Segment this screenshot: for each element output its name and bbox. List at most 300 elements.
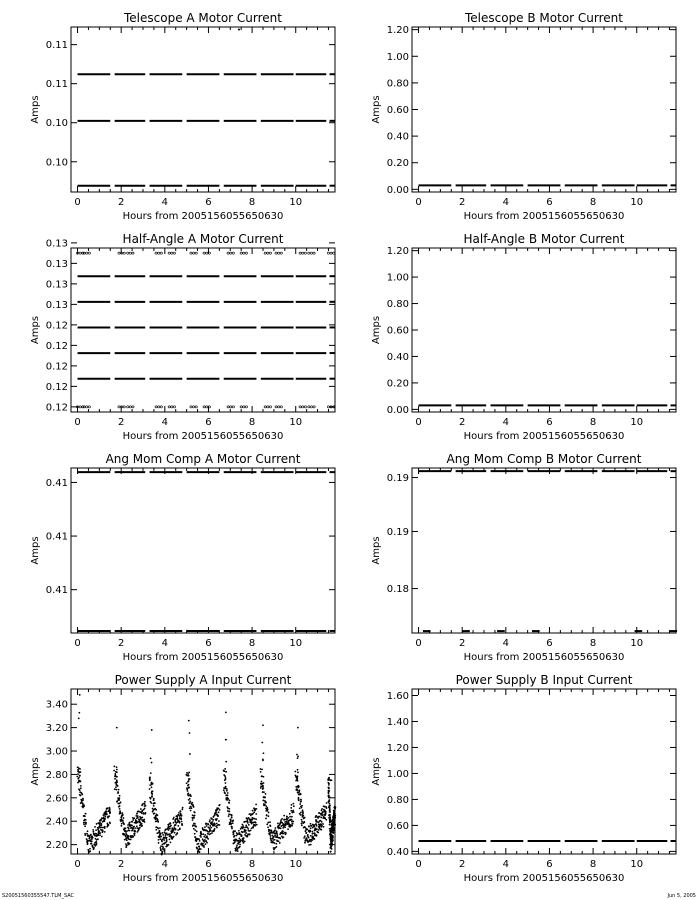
data-point: [92, 831, 94, 833]
data-point: [118, 406, 120, 408]
data-point: [334, 810, 336, 812]
data-point: [144, 821, 146, 823]
data-point: [216, 823, 218, 825]
data-point: [203, 836, 205, 838]
y-tick-label: 3.40: [45, 699, 68, 711]
data-point: [301, 819, 303, 821]
data-point: [175, 818, 177, 820]
data-point: [171, 406, 173, 408]
data-point: [149, 784, 151, 786]
data-point: [151, 762, 153, 764]
data-point: [140, 808, 142, 810]
data-point: [329, 815, 331, 817]
y-tick-label: 0.12: [45, 381, 68, 393]
y-tick-label: 0.13: [45, 258, 68, 270]
data-point: [190, 795, 192, 797]
data-point: [153, 805, 155, 807]
data-point: [84, 815, 86, 817]
data-point: [281, 818, 283, 820]
data-point: [245, 406, 247, 408]
data-point: [316, 828, 318, 830]
data-point: [321, 825, 323, 827]
data-point: [204, 826, 206, 828]
data-point: [300, 811, 302, 813]
data-point: [83, 804, 85, 806]
data-point: [293, 811, 295, 813]
data-point: [245, 830, 247, 832]
plot-title: Power Supply B Input Current: [455, 673, 633, 687]
y-axis-label: Amps: [30, 536, 41, 565]
data-point: [310, 252, 312, 254]
data-point: [262, 785, 264, 787]
data-point: [168, 844, 170, 846]
data-point: [173, 252, 175, 254]
data-point: [218, 811, 220, 813]
data-point: [171, 835, 173, 837]
data-point: [87, 834, 89, 836]
plot-title: Ang Mom Comp A Motor Current: [105, 452, 301, 466]
data-point: [247, 835, 249, 837]
data-point: [109, 812, 111, 814]
data-point: [207, 830, 209, 832]
data-point: [151, 786, 153, 788]
data-point: [80, 781, 82, 783]
data-point: [333, 830, 335, 832]
data-point: [127, 252, 129, 254]
footer-filename: S20051560355547.TLM_SAC: [2, 893, 75, 899]
data-point: [158, 406, 160, 408]
data-point: [333, 827, 335, 829]
data-point: [108, 815, 110, 817]
data-point: [203, 252, 205, 254]
data-point: [247, 826, 249, 828]
data-point: [261, 781, 263, 783]
data-point: [115, 786, 117, 788]
data-point: [317, 832, 319, 834]
y-tick-label: 0.18: [386, 584, 409, 596]
data-point: [213, 830, 215, 832]
data-point: [247, 828, 249, 830]
data-point: [276, 832, 278, 834]
data-point: [155, 816, 157, 818]
data-point: [268, 815, 270, 817]
y-tick-label: 0.19: [386, 526, 409, 538]
data-point: [162, 834, 164, 836]
data-point: [327, 782, 329, 784]
data-point: [310, 825, 312, 827]
data-point: [232, 834, 234, 836]
data-point: [150, 772, 152, 774]
y-tick-label: 0.12: [45, 402, 68, 414]
data-point: [297, 780, 299, 782]
data-point: [306, 838, 308, 840]
data-point: [301, 807, 303, 809]
data-point: [189, 798, 191, 800]
data-point: [127, 836, 129, 838]
data-point: [207, 838, 209, 840]
data-point: [329, 818, 331, 820]
data-point: [92, 845, 94, 847]
data-point: [236, 846, 238, 848]
data-point: [320, 829, 322, 831]
x-tick-label: 10: [630, 859, 644, 870]
data-point: [285, 832, 287, 834]
data-point: [161, 850, 163, 852]
data-point: [125, 830, 127, 832]
data-point: [134, 830, 136, 832]
data-point: [299, 807, 301, 809]
y-tick-label: 0.11: [45, 40, 68, 52]
data-point: [219, 824, 221, 826]
data-point: [116, 766, 118, 768]
data-point: [301, 805, 303, 807]
data-point: [291, 816, 293, 818]
data-point: [274, 842, 276, 844]
data-point: [219, 804, 221, 806]
x-axis-label: Hours from 2005156055650630: [122, 652, 284, 663]
data-point: [115, 789, 117, 791]
data-point: [308, 837, 310, 839]
plot-frame: [71, 248, 335, 412]
data-point: [280, 252, 282, 254]
data-point: [263, 782, 265, 784]
data-point: [332, 839, 334, 841]
data-point: [227, 792, 229, 794]
data-point: [189, 753, 191, 755]
plot-frame: [412, 27, 676, 192]
data-point: [181, 824, 183, 826]
data-point: [314, 835, 316, 837]
x-tick-label: 8: [248, 859, 256, 870]
data-point: [303, 817, 305, 819]
data-point: [175, 824, 177, 826]
data-point: [329, 821, 331, 823]
data-point: [303, 837, 305, 839]
data-point: [224, 792, 226, 794]
data-point: [242, 831, 244, 833]
data-point: [296, 777, 298, 779]
data-point: [262, 758, 264, 760]
data-point: [334, 824, 336, 826]
data-point: [160, 838, 162, 840]
data-point: [194, 812, 196, 814]
plot-panel: [30, 11, 335, 222]
data-point: [210, 827, 212, 829]
data-point: [155, 829, 157, 831]
data-point: [265, 805, 267, 807]
y-tick-label: 0.00: [386, 404, 409, 416]
data-point: [319, 816, 321, 818]
data-point: [228, 815, 230, 817]
data-point: [265, 818, 267, 820]
plot-panel: [371, 452, 677, 663]
data-point: [189, 800, 191, 802]
data-point: [160, 406, 162, 408]
plot-panel: [30, 673, 336, 884]
x-axis-label: Hours from 2005156055650630: [122, 211, 284, 222]
footer-date: Jun 5, 2005: [667, 893, 696, 899]
data-point: [232, 252, 234, 254]
data-point: [79, 694, 81, 696]
data-point: [262, 800, 264, 802]
data-point: [186, 787, 188, 789]
y-axis-label: Amps: [30, 757, 41, 786]
data-point: [179, 828, 181, 830]
data-point: [89, 848, 91, 850]
data-point: [151, 795, 153, 797]
y-tick-label: 0.00: [386, 184, 409, 196]
data-point: [86, 833, 88, 835]
data-point: [84, 833, 86, 835]
data-point: [224, 775, 226, 777]
data-point: [168, 406, 170, 408]
data-point: [168, 252, 170, 254]
data-point: [77, 773, 79, 775]
data-point: [181, 821, 183, 823]
data-point: [245, 832, 247, 834]
data-point: [255, 803, 257, 805]
data-point: [323, 826, 325, 828]
x-tick-label: 8: [589, 859, 597, 870]
data-point: [199, 851, 201, 853]
data-point: [297, 757, 299, 759]
data-point: [245, 825, 247, 827]
data-point: [302, 406, 304, 408]
data-point: [270, 825, 272, 827]
x-tick-label: 0: [415, 638, 422, 649]
data-point: [240, 828, 242, 830]
x-axis-label: Hours from 2005156055650630: [463, 652, 625, 663]
data-point: [255, 813, 257, 815]
y-tick-label: 1.00: [386, 768, 409, 780]
plot-title: Telescope B Motor Current: [464, 11, 624, 25]
data-point: [327, 252, 329, 254]
data-point: [118, 789, 120, 791]
data-point: [240, 252, 242, 254]
data-point: [132, 406, 134, 408]
data-point: [158, 252, 160, 254]
data-point: [325, 819, 327, 821]
data-point: [82, 802, 84, 804]
x-tick-label: 6: [546, 638, 553, 649]
data-point: [136, 825, 138, 827]
data-point: [162, 846, 164, 848]
data-point: [313, 826, 315, 828]
data-point: [327, 779, 329, 781]
data-point: [195, 840, 197, 842]
data-point: [208, 831, 210, 833]
data-point: [163, 837, 165, 839]
data-point: [287, 828, 289, 830]
data-point: [77, 782, 79, 784]
data-point: [316, 834, 318, 836]
data-point: [334, 813, 336, 815]
data-point: [133, 817, 135, 819]
data-point: [193, 817, 195, 819]
data-point: [297, 769, 299, 771]
plot-title: Telescope A Motor Current: [124, 11, 282, 25]
data-point: [173, 817, 175, 819]
data-point: [119, 808, 121, 810]
data-point: [333, 252, 335, 254]
data-point: [247, 819, 249, 821]
data-point: [78, 777, 80, 779]
data-point: [105, 811, 107, 813]
data-point: [179, 822, 181, 824]
data-point: [228, 802, 230, 804]
data-point: [136, 822, 138, 824]
data-point: [265, 802, 267, 804]
data-point: [193, 252, 195, 254]
data-point: [329, 807, 331, 809]
data-point: [297, 775, 299, 777]
data-point: [332, 836, 334, 838]
data-point: [225, 782, 227, 784]
data-point: [141, 811, 143, 813]
data-point: [285, 823, 287, 825]
y-tick-label: 0.80: [386, 299, 409, 311]
data-point: [252, 827, 254, 829]
y-tick-label: 3.20: [45, 723, 68, 735]
data-point: [209, 819, 211, 821]
y-tick-label: 0.80: [386, 794, 409, 806]
y-tick-label: 3.00: [45, 746, 68, 758]
y-tick-label: 0.20: [386, 158, 409, 170]
data-point: [123, 252, 125, 254]
data-point: [207, 823, 209, 825]
data-point: [293, 805, 295, 807]
data-point: [301, 823, 303, 825]
data-point: [126, 830, 128, 832]
data-point: [134, 834, 136, 836]
data-point: [193, 828, 195, 830]
data-point: [244, 841, 246, 843]
data-point: [308, 252, 310, 254]
x-tick-label: 4: [502, 417, 510, 428]
y-tick-label: 0.41: [45, 585, 68, 597]
data-point: [79, 252, 81, 254]
x-tick-label: 10: [289, 638, 303, 649]
x-tick-label: 10: [289, 859, 303, 870]
data-point: [132, 836, 134, 838]
data-point: [250, 819, 252, 821]
data-point: [173, 826, 175, 828]
data-point: [282, 830, 284, 832]
data-point: [151, 729, 153, 731]
data-point: [109, 807, 111, 809]
data-point: [192, 819, 194, 821]
y-tick-label: 0.60: [386, 325, 409, 337]
data-point: [200, 836, 202, 838]
data-point: [232, 822, 234, 824]
y-tick-label: 2.80: [45, 769, 68, 781]
data-point: [177, 829, 179, 831]
data-point: [264, 797, 266, 799]
data-point: [261, 769, 263, 771]
data-point: [324, 817, 326, 819]
data-point: [194, 829, 196, 831]
data-point: [227, 794, 229, 796]
data-point: [260, 787, 262, 789]
x-tick-label: 8: [589, 417, 597, 428]
data-point: [144, 801, 146, 803]
data-point: [157, 828, 159, 830]
data-point: [328, 803, 330, 805]
data-point: [297, 771, 299, 773]
data-point: [203, 406, 205, 408]
data-point: [132, 819, 134, 821]
data-point: [252, 810, 254, 812]
data-point: [189, 794, 191, 796]
data-point: [137, 815, 139, 817]
data-point: [322, 811, 324, 813]
data-point: [199, 840, 201, 842]
data-point: [292, 820, 294, 822]
data-point: [243, 837, 245, 839]
data-point: [139, 827, 141, 829]
data-point: [97, 838, 99, 840]
data-point: [227, 406, 229, 408]
data-point: [166, 837, 168, 839]
data-point: [274, 839, 276, 841]
data-point: [245, 252, 247, 254]
y-tick-label: 0.12: [45, 361, 68, 373]
data-point: [319, 820, 321, 822]
data-point: [231, 815, 233, 817]
data-point: [108, 824, 110, 826]
data-point: [311, 839, 313, 841]
data-point: [162, 832, 164, 834]
data-point: [189, 807, 191, 809]
data-point: [101, 836, 103, 838]
data-point: [181, 815, 183, 817]
data-point: [233, 832, 235, 834]
y-tick-label: 0.11: [45, 79, 68, 91]
x-tick-label: 2: [458, 859, 466, 870]
data-point: [125, 832, 127, 834]
data-point: [269, 833, 271, 835]
data-point: [89, 850, 91, 852]
data-point: [118, 799, 120, 801]
data-point: [276, 834, 278, 836]
data-point: [170, 841, 172, 843]
data-point: [242, 827, 244, 829]
data-point: [187, 790, 189, 792]
data-point: [334, 822, 336, 824]
data-point: [84, 825, 86, 827]
data-point: [143, 819, 145, 821]
data-point: [311, 831, 313, 833]
data-point: [106, 813, 108, 815]
data-point: [169, 828, 171, 830]
data-point: [254, 825, 256, 827]
data-point: [266, 807, 268, 809]
data-point: [83, 822, 85, 824]
x-tick-label: 10: [630, 638, 644, 649]
data-point: [209, 829, 211, 831]
data-point: [302, 252, 304, 254]
data-point: [118, 252, 120, 254]
data-point: [122, 819, 124, 821]
data-point: [194, 815, 196, 817]
data-point: [318, 829, 320, 831]
data-point: [226, 790, 228, 792]
x-tick-label: 2: [117, 417, 125, 428]
data-point: [312, 833, 314, 835]
data-point: [218, 820, 220, 822]
data-point: [263, 791, 265, 793]
data-point: [266, 814, 268, 816]
